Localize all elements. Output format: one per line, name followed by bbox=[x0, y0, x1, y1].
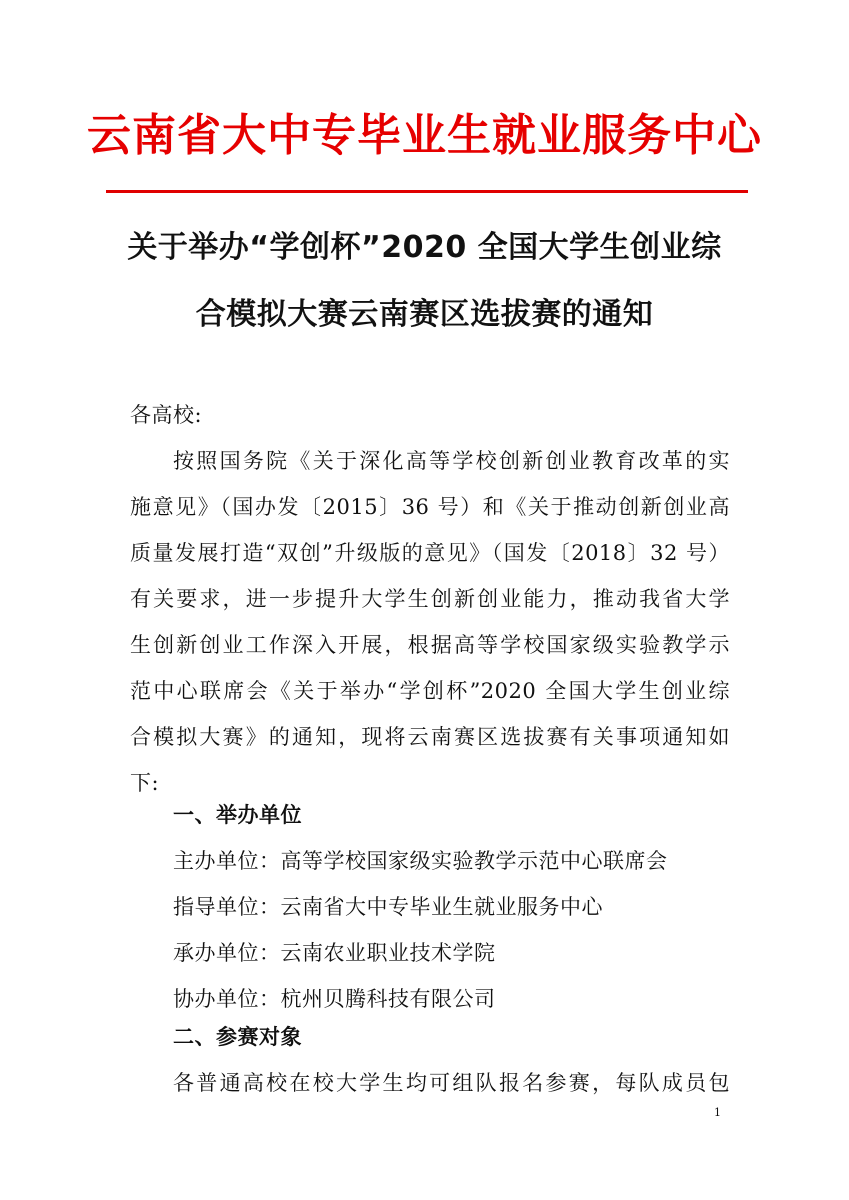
intro-line-7: 合模拟大赛》的通知，现将云南赛区选拔赛有关事项通知如 bbox=[130, 725, 730, 749]
intro-line-2: 施意见》（国办发〔2015〕36 号）和《关于推动创新创业高 bbox=[130, 495, 730, 519]
section-2-heading: 二、参赛对象 bbox=[173, 1025, 302, 1049]
intro-line-8: 下: bbox=[130, 771, 160, 795]
organizer-guide: 指导单位：云南省大中专毕业生就业服务中心 bbox=[173, 895, 603, 919]
intro-line-4: 有关要求，进一步提升大学生创新创业能力，推动我省大学 bbox=[130, 587, 730, 611]
salutation: 各高校: bbox=[130, 403, 203, 427]
section-1-heading: 一、举办单位 bbox=[173, 803, 302, 827]
page-number: 1 bbox=[714, 1106, 721, 1119]
header-red-rule bbox=[106, 190, 748, 193]
notice-title-line-2: 合模拟大赛云南赛区选拔赛的通知 bbox=[195, 297, 654, 332]
organizer-assist: 协办单位：杭州贝腾科技有限公司 bbox=[173, 987, 496, 1011]
notice-title-line-1: 关于举办“学创杯”2020 全国大学生创业综 bbox=[127, 230, 722, 265]
intro-line-3: 质量发展打造“双创”升级版的意见》（国发〔2018〕32 号） bbox=[130, 541, 730, 565]
participants-line-1: 各普通高校在校大学生均可组队报名参赛，每队成员包 bbox=[173, 1071, 730, 1095]
intro-line-5: 生创新创业工作深入开展，根据高等学校国家级实验教学示 bbox=[130, 633, 730, 657]
intro-line-1: 按照国务院《关于深化高等学校创新创业教育改革的实 bbox=[173, 449, 730, 473]
organizer-undertake: 承办单位：云南农业职业技术学院 bbox=[173, 941, 496, 965]
org-header: 云南省大中专毕业生就业服务中心 bbox=[87, 110, 762, 161]
intro-line-6: 范中心联席会《关于举办“学创杯”2020 全国大学生创业综 bbox=[130, 679, 730, 703]
organizer-host: 主办单位：高等学校国家级实验教学示范中心联席会 bbox=[173, 849, 668, 873]
